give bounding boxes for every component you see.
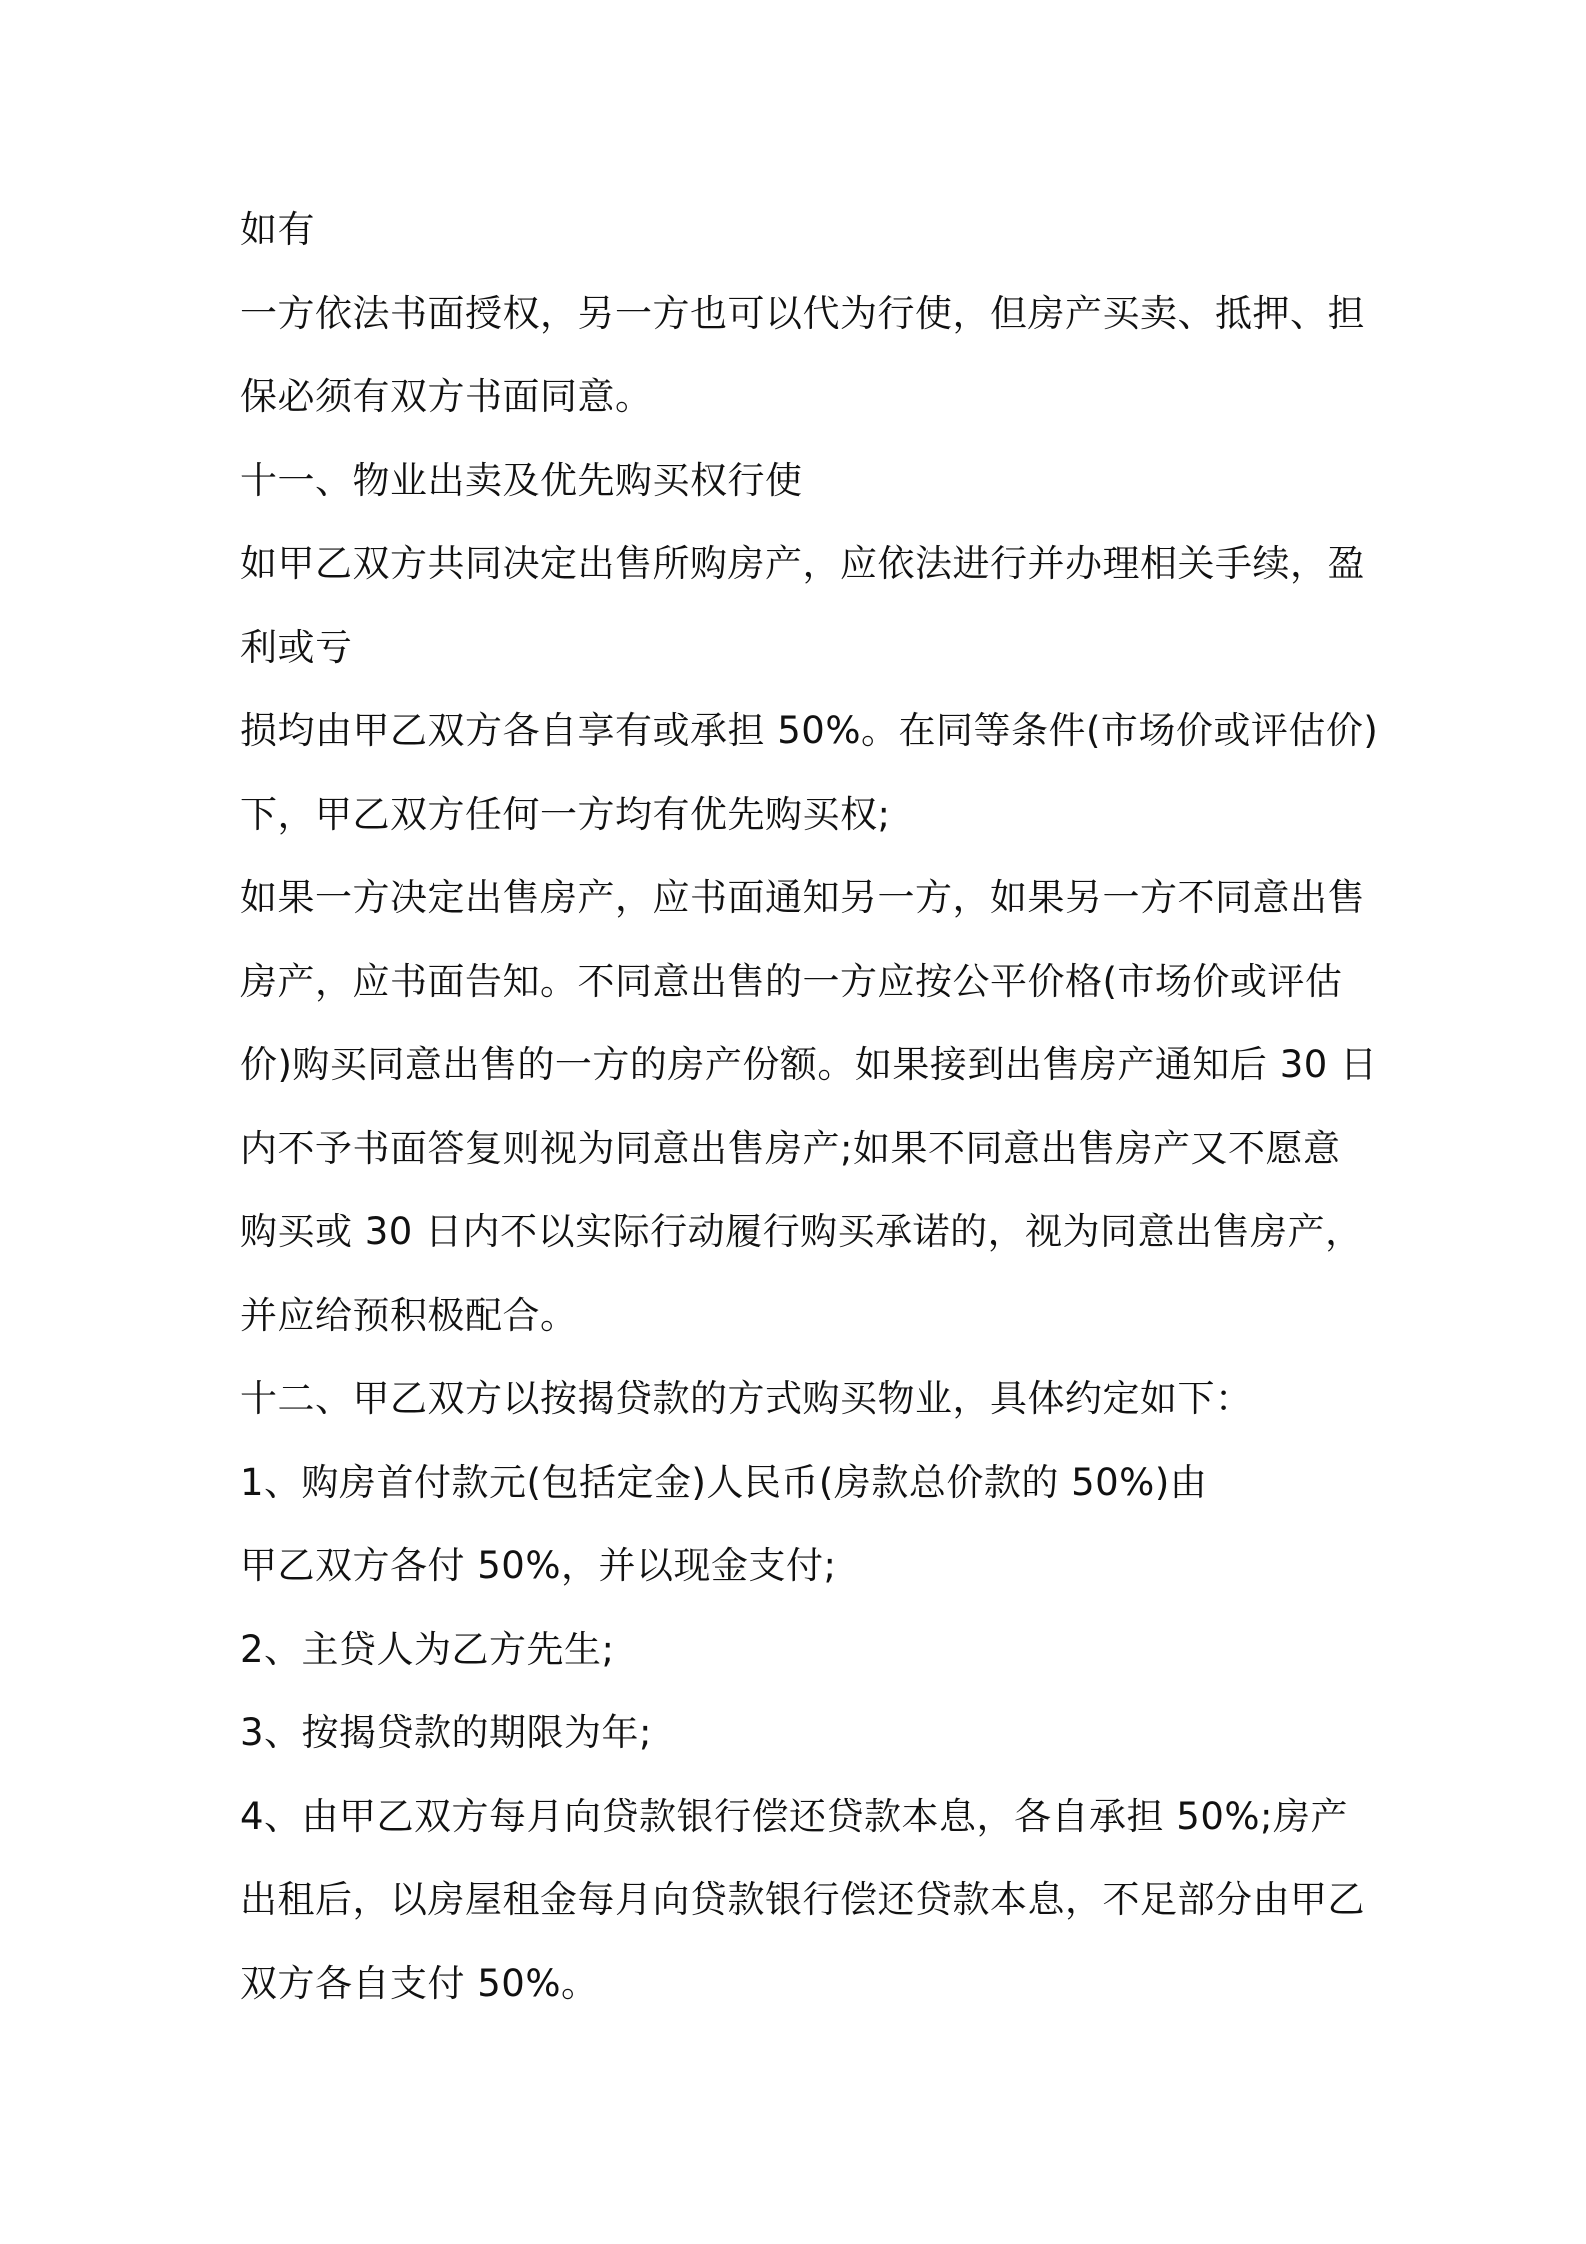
text-line: 如甲乙双方共同决定出售所购房产，应依法进行并办理相关手续，盈 — [240, 542, 1365, 585]
section-heading: 十一、物业出卖及优先购买权行使 — [240, 459, 803, 502]
text-line: 损均由甲乙双方各自享有或承担 50%。在同等条件(市场价或评估价) — [240, 709, 1379, 752]
text-line: 购买或 30 日内不以实际行动履行购买承诺的，视为同意出售房产， — [240, 1210, 1363, 1253]
text-line: 甲乙双方各付 50%，并以现金支付; — [240, 1544, 837, 1587]
list-item: 4、由甲乙双方每月向贷款银行偿还贷款本息，各自承担 50%;房产 — [240, 1795, 1349, 1838]
text-line: 并应给预积极配合。 — [240, 1294, 578, 1337]
text-line: 一方依法书面授权，另一方也可以代为行使，但房产买卖、抵押、担 — [240, 292, 1365, 335]
text-line: 价)购买同意出售的一方的房产份额。如果接到出售房产通知后 30 日 — [240, 1043, 1378, 1086]
list-item: 1、购房首付款元(包括定金)人民币(房款总价款的 50%)由 — [240, 1461, 1208, 1504]
text-line: 利或亏 — [240, 626, 353, 669]
text-line: 保必须有双方书面同意。 — [240, 375, 653, 418]
text-line: 如果一方决定出售房产，应书面通知另一方，如果另一方不同意出售 — [240, 876, 1365, 919]
text-line: 房产，应书面告知。不同意出售的一方应按公平价格(市场价或评估 — [240, 960, 1343, 1003]
list-item: 2、主贷人为乙方先生; — [240, 1628, 615, 1671]
list-item: 3、按揭贷款的期限为年; — [240, 1711, 653, 1754]
text-line: 出租后，以房屋租金每月向贷款银行偿还贷款本息，不足部分由甲乙 — [240, 1878, 1365, 1921]
text-line: 内不予书面答复则视为同意出售房产;如果不同意出售房产又不愿意 — [240, 1127, 1341, 1170]
text-line: 如有 — [240, 208, 315, 251]
text-line: 双方各自支付 50%。 — [240, 1962, 599, 2005]
section-heading: 十二、甲乙双方以按揭贷款的方式购买物业，具体约定如下： — [240, 1377, 1253, 1420]
text-line: 下，甲乙双方任何一方均有优先购买权; — [240, 793, 891, 836]
